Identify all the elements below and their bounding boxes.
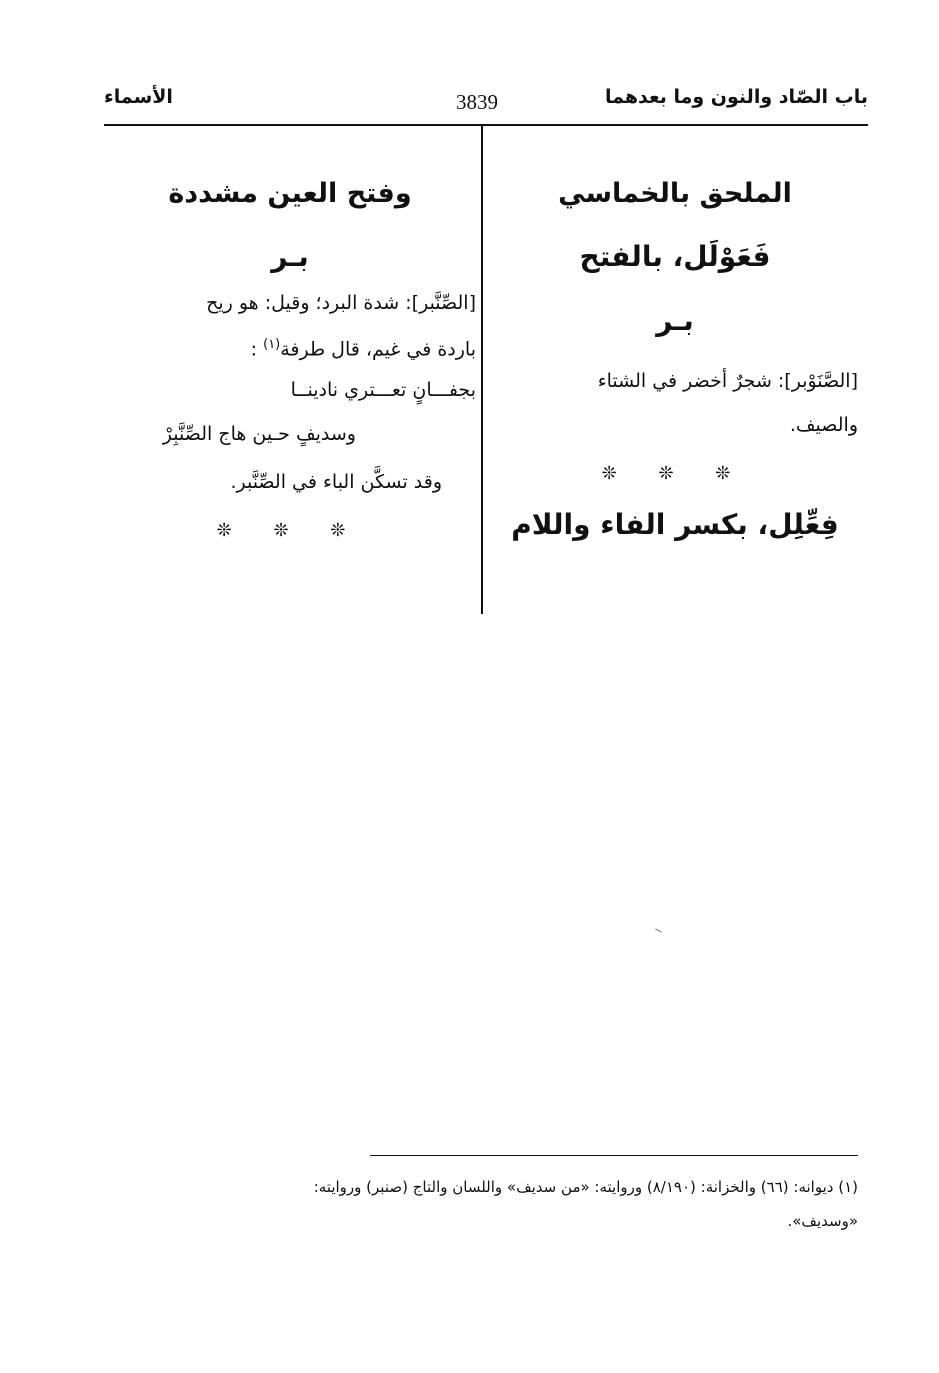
footnote-rule [370,1155,858,1156]
section-separator: ❊ ❊ ❊ [601,463,749,485]
entry-line [104,337,476,361]
footnote-reference[interactable]: (١) [263,336,281,352]
left-column [104,160,476,541]
entry-line: [الصِّنَّبر]: شدة البرد؛ وقيل: هو ريح [206,291,476,314]
entry-text: باردة في غيم، قال طرفة [280,338,476,361]
entry-colon: : [250,338,258,361]
footnote-line: (١) ديوانه: (٦٦) والخزانة: (٨/١٩٠) وروايته: «من سديف» واللسان والتاج (صنبر) وروايته: [313,1178,858,1196]
verse-line: بجفـــانٍ تعـــتري نادينــا [290,378,476,401]
verse-line: وسديفٍ حـين هاج الصِّنَّبِرْ [162,422,356,445]
footnote-line: «وسديف». [787,1212,858,1230]
header-rule [104,124,868,126]
entry-line: [الصَّنَوْبر]: شجرٌ أخضر في الشتاء [597,369,858,392]
footnote [104,1170,858,1238]
root-heading: بـر [271,240,309,274]
page-number: 3839 [456,90,498,114]
right-column [492,160,858,542]
next-pattern-heading: فِعِّلِل، بكسر الفاء واللام [511,508,839,542]
column-divider [481,126,483,614]
section-separator: ❊ ❊ ❊ [216,519,364,541]
pattern-heading: فَعَوْلَل، بالفتح [579,240,771,274]
entry-line: وقد تسكَّن الباء في الصِّنَّبر. [230,470,442,493]
stray-mark [655,928,662,932]
root-heading: بـر [656,303,694,337]
page-header [104,84,868,120]
left-column-heading: وفتح العين مشددة [168,178,412,209]
chapter-title: باب الصّاد والنون وما بعدهما [604,86,868,108]
right-column-heading: الملحق بالخماسي [558,178,792,209]
entry-line: والصيف. [789,414,858,437]
section-title: الأسماء [104,86,173,108]
